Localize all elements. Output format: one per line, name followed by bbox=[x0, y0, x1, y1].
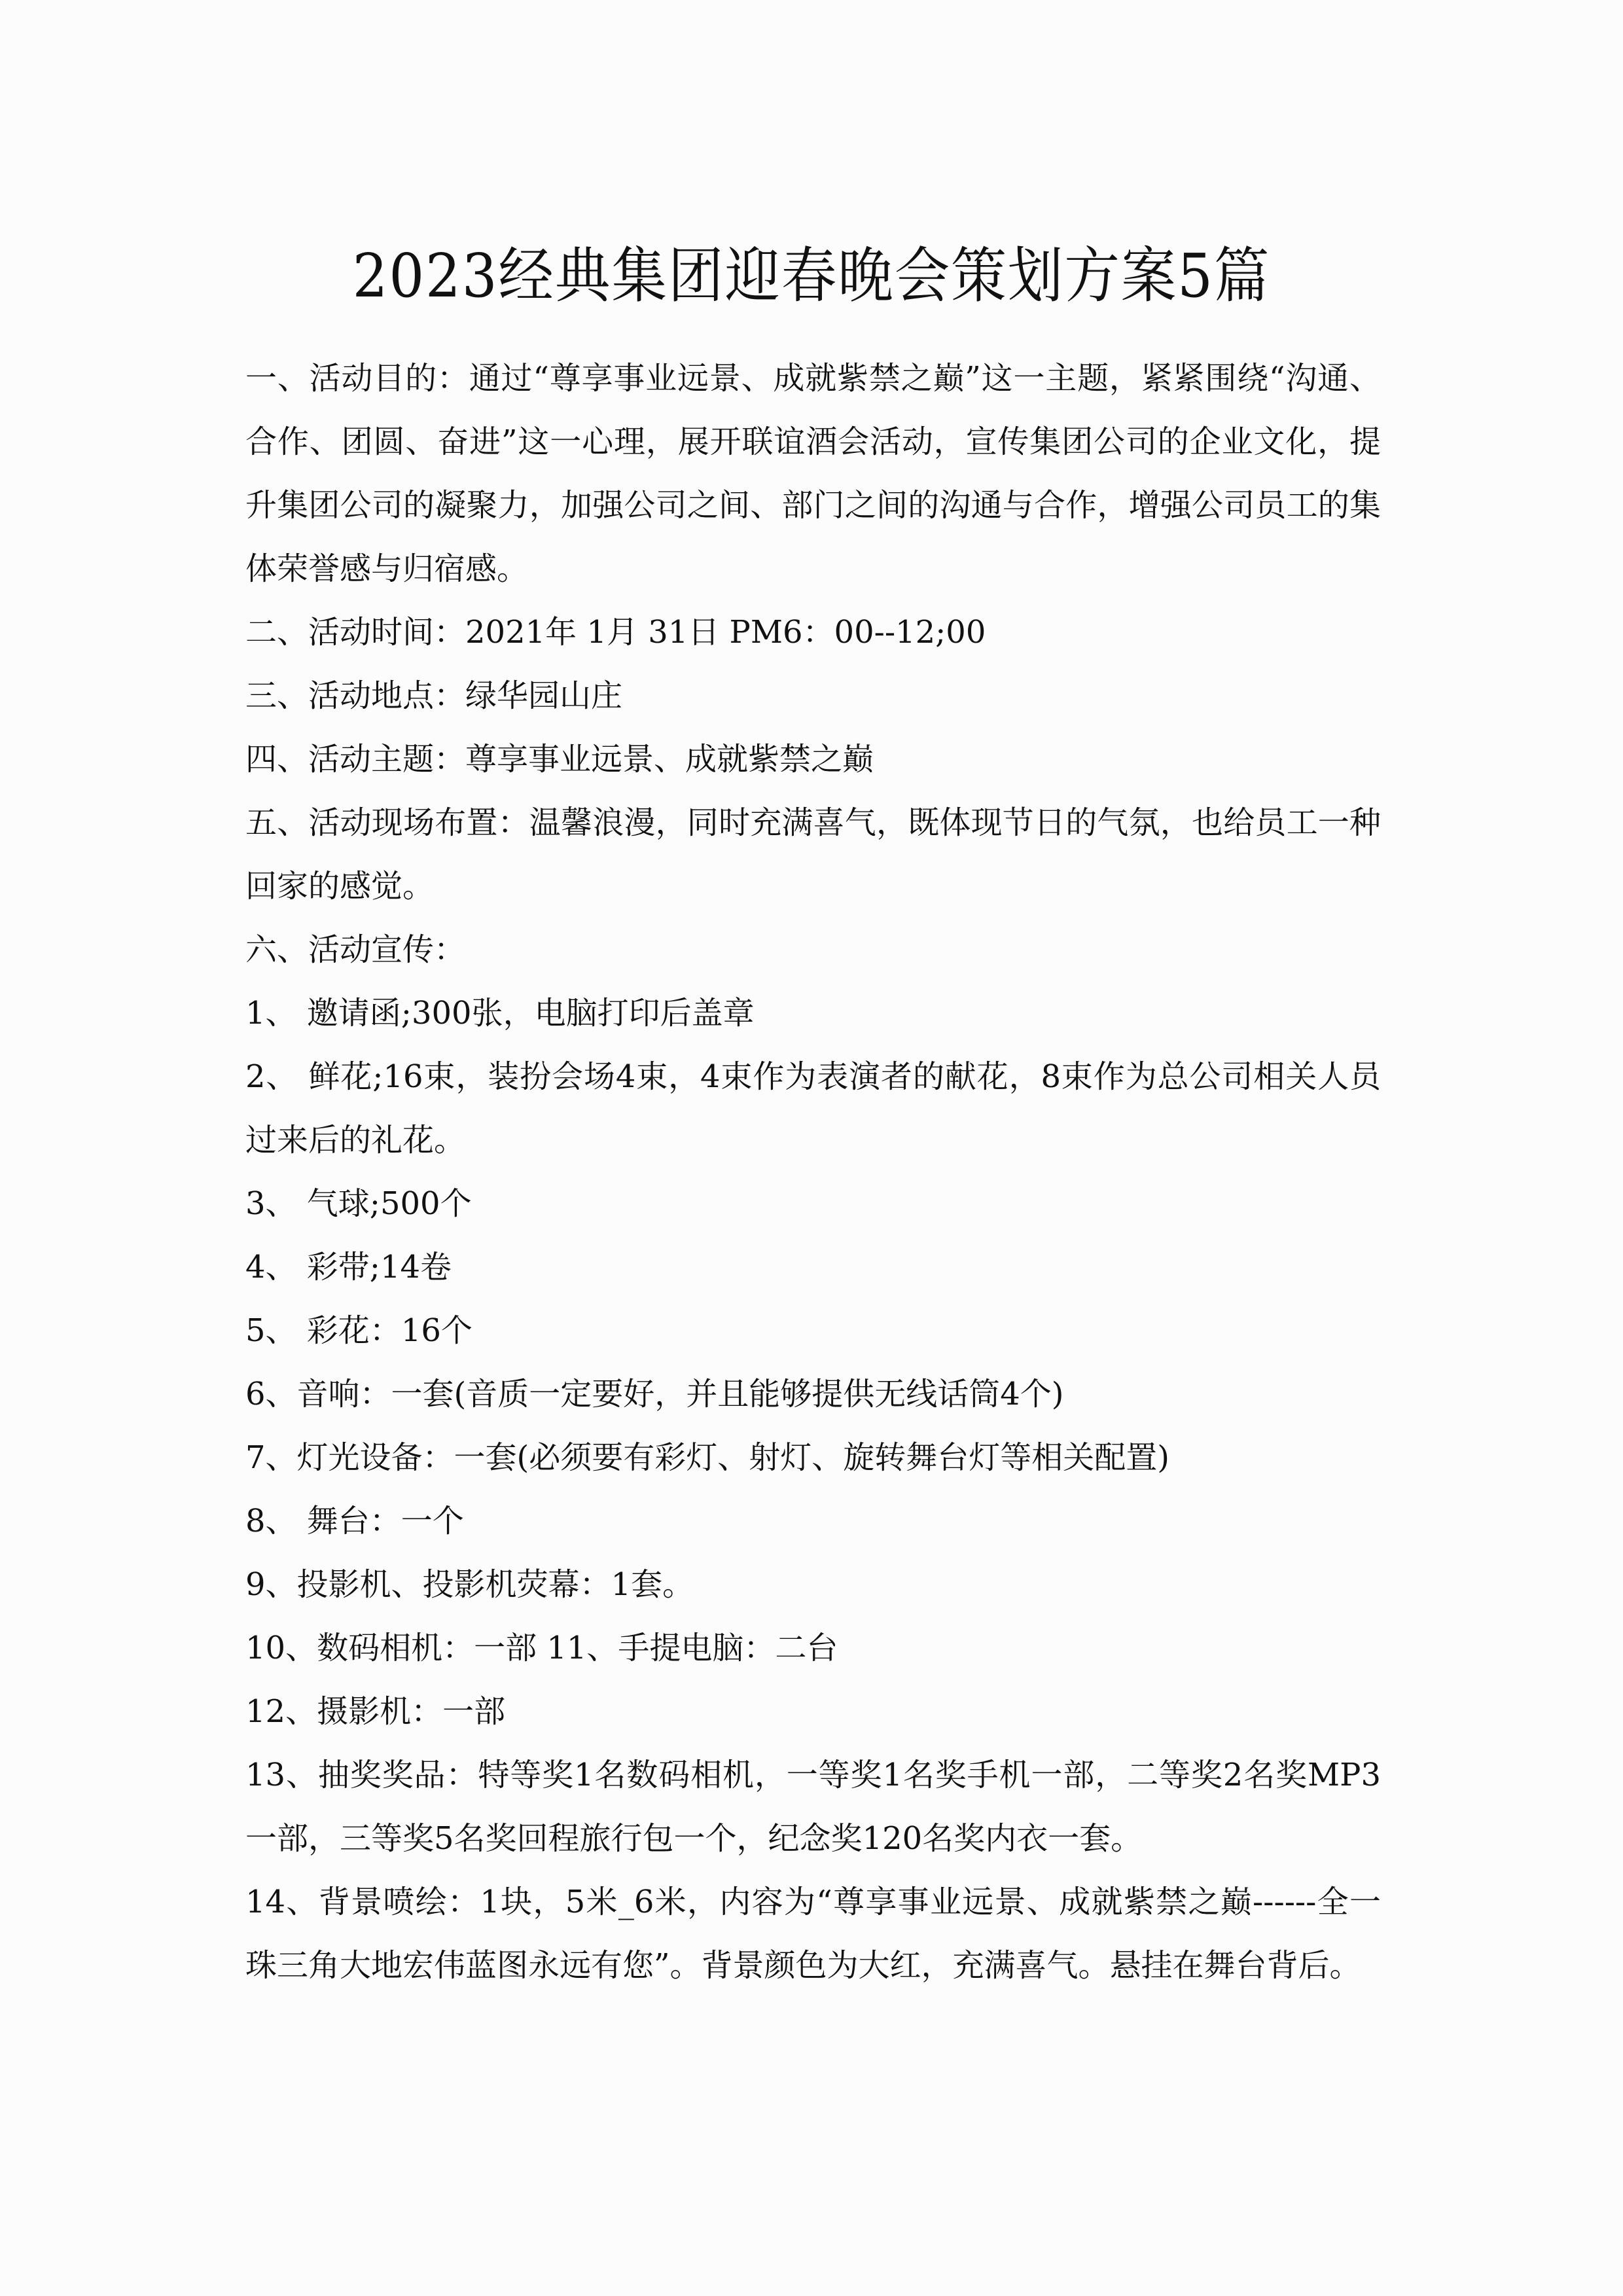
document-title: 2023经典集团迎春晚会策划方案5篇 bbox=[352, 240, 1271, 311]
list-item-projector: 9、投影机、投影机荧幕：1套。 bbox=[245, 1566, 694, 1603]
paragraph-purpose: 一、活动目的：通过“尊享事业远景、成就紫禁之巅”这一主题，紧紧围绕“沟通、合作、团圆、奋进”这一心理，展开联谊酒会活动，宣传集团公司的企业文化，提升集团公司的凝聚力，加强公司之间、部门之间的沟通与合作，增强公司员工的集体荣誉感与归宿感。 bbox=[245, 360, 1381, 587]
list-item-lottery-prizes: 13、抽奖奖品：特等奖1名数码相机，一等奖1名奖手机一部，二等奖2名奖MP3一部，三等奖5名奖回程旅行包一个，纪念奖120名奖内衣一套。 bbox=[245, 1757, 1381, 1857]
list-item-confetti: 5、 彩花：16个 bbox=[245, 1312, 473, 1349]
list-item-balloons: 3、 气球;500个 bbox=[245, 1185, 472, 1222]
list-item-backdrop: 14、背景喷绘：1块，5米_6米，内容为“尊享事业远景、成就紫禁之巅------全一珠三角大地宏伟蓝图永远有您”。背景颜色为大红，充满喜气。悬挂在舞台背后。 bbox=[245, 1884, 1381, 1984]
paragraph-time: 二、活动时间：2021年 1月 31日 PM6：00--12;00 bbox=[245, 614, 986, 651]
paragraph-location: 三、活动地点：绿华园山庄 bbox=[245, 677, 623, 714]
list-item-stage: 8、 舞台：一个 bbox=[245, 1503, 464, 1539]
paragraph-theme: 四、活动主题：尊享事业远景、成就紫禁之巅 bbox=[245, 741, 874, 778]
list-item-lighting: 7、灯光设备：一套(必须要有彩灯、射灯、旋转舞台灯等相关配置) bbox=[245, 1439, 1169, 1476]
list-item-video-camera: 12、摄影机：一部 bbox=[245, 1693, 506, 1730]
list-item-audio: 6、音响：一套(音质一定要好，并且能够提供无线话筒4个) bbox=[245, 1376, 1064, 1412]
list-item-camera-laptop: 10、数码相机：一部 11、手提电脑：二台 bbox=[245, 1630, 838, 1666]
list-item-ribbons: 4、 彩带;14卷 bbox=[245, 1249, 452, 1285]
list-item-flowers: 2、 鲜花;16束，装扮会场4束，4束作为表演者的献花，8束作为总公司相关人员过来后的礼花。 bbox=[245, 1058, 1381, 1158]
document-body bbox=[245, 347, 1381, 1998]
paragraph-venue-setup: 五、活动现场布置：温馨浪漫，同时充满喜气，既体现节日的气氛，也给员工一种回家的感觉。 bbox=[245, 804, 1381, 905]
list-item-invitations: 1、 邀请函;300张，电脑打印后盖章 bbox=[245, 995, 755, 1031]
paragraph-promotion-heading: 六、活动宣传： bbox=[245, 931, 466, 968]
